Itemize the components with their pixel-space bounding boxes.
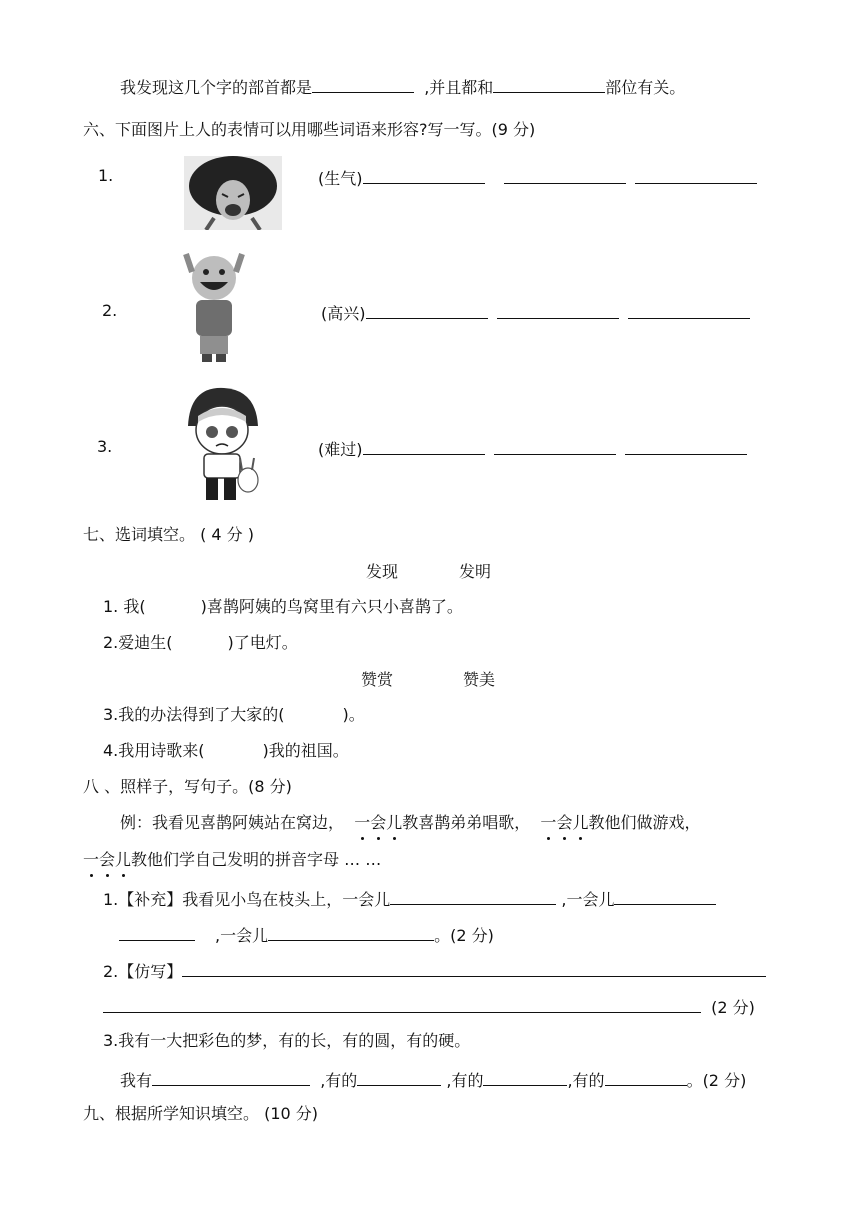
item-2-number: 2.: [102, 301, 118, 320]
blank[interactable]: [152, 1067, 310, 1086]
angry-face-icon: [184, 156, 282, 230]
section-7-title: 七、选词填空。 ( 4 分 ): [83, 525, 255, 544]
blank[interactable]: [494, 436, 616, 455]
item-2-line: (高兴): [321, 300, 750, 325]
question-8-1-line2: ,一会儿 。(2 分): [119, 922, 494, 947]
question-7-1: 1. 我( )喜鹊阿姨的鸟窝里有六只小喜鹊了。: [103, 597, 463, 616]
blank[interactable]: [628, 300, 750, 319]
word-choice: 赞赏: [361, 670, 394, 689]
blank[interactable]: [363, 165, 485, 184]
sad-girl-icon: [184, 386, 262, 504]
example-sentence-line1: 例：我看见喜鹊阿姨站在窝边， 一会儿教喜鹊弟弟唱歌， 一会儿教他们做游戏，: [120, 813, 701, 832]
section-8-title: 八 、照样子，写句子。(8 分): [83, 777, 292, 796]
blank[interactable]: [357, 1067, 441, 1086]
question-7-2: 2.爱迪生( )了电灯。: [103, 633, 298, 652]
blank[interactable]: [483, 1067, 567, 1086]
question-8-3-answer-line: 我有 ,有的 ,有的 ,有的 。(2 分): [120, 1067, 746, 1092]
blank[interactable]: [312, 74, 414, 93]
blank[interactable]: [119, 922, 195, 941]
blank[interactable]: [504, 165, 626, 184]
blank[interactable]: [182, 958, 766, 977]
question-8-2-line2: (2 分): [103, 994, 755, 1019]
blank[interactable]: [497, 300, 619, 319]
question-8-1-line1: 1.【补充】我看见小鸟在枝头上，一会儿 ,一会儿: [103, 886, 716, 911]
question-7-4: 4.我用诗歌来( )我的祖国。: [103, 741, 349, 760]
question-8-3: 3.我有一大把彩色的梦，有的长，有的圆，有的硬。: [103, 1031, 471, 1050]
blank[interactable]: [390, 886, 556, 905]
word-choice: 赞美: [463, 670, 496, 689]
item-1-line: (生气): [318, 165, 757, 190]
blank[interactable]: [614, 886, 716, 905]
item-3-number: 3.: [97, 437, 113, 456]
item-1-number: 1.: [98, 166, 114, 185]
line-radical-question: 我发现这几个字的部首都是 ,并且都和 部位有关。: [120, 74, 685, 99]
blank[interactable]: [625, 436, 747, 455]
question-7-3: 3.我的办法得到了大家的( )。: [103, 705, 365, 724]
section-9-title: 九、根据所学知识填空。 (10 分): [83, 1104, 319, 1123]
blank[interactable]: [493, 74, 605, 93]
happy-face-icon: [182, 252, 246, 364]
blank[interactable]: [635, 165, 757, 184]
item-3-line: (难过): [318, 436, 747, 461]
section-6-title: 六、下面图片上人的表情可以用哪些词语来形容?写一写。(9 分): [83, 120, 536, 139]
word-choice: 发明: [459, 562, 492, 581]
question-8-2-line1: 2.【仿写】: [103, 958, 766, 983]
blank[interactable]: [363, 436, 485, 455]
blank[interactable]: [605, 1067, 687, 1086]
blank[interactable]: [103, 994, 701, 1013]
blank[interactable]: [366, 300, 488, 319]
word-choice: 发现: [366, 562, 399, 581]
example-sentence-line2: 一会儿教他们学自己发明的拼音字母 … …: [83, 850, 382, 869]
blank[interactable]: [268, 922, 434, 941]
